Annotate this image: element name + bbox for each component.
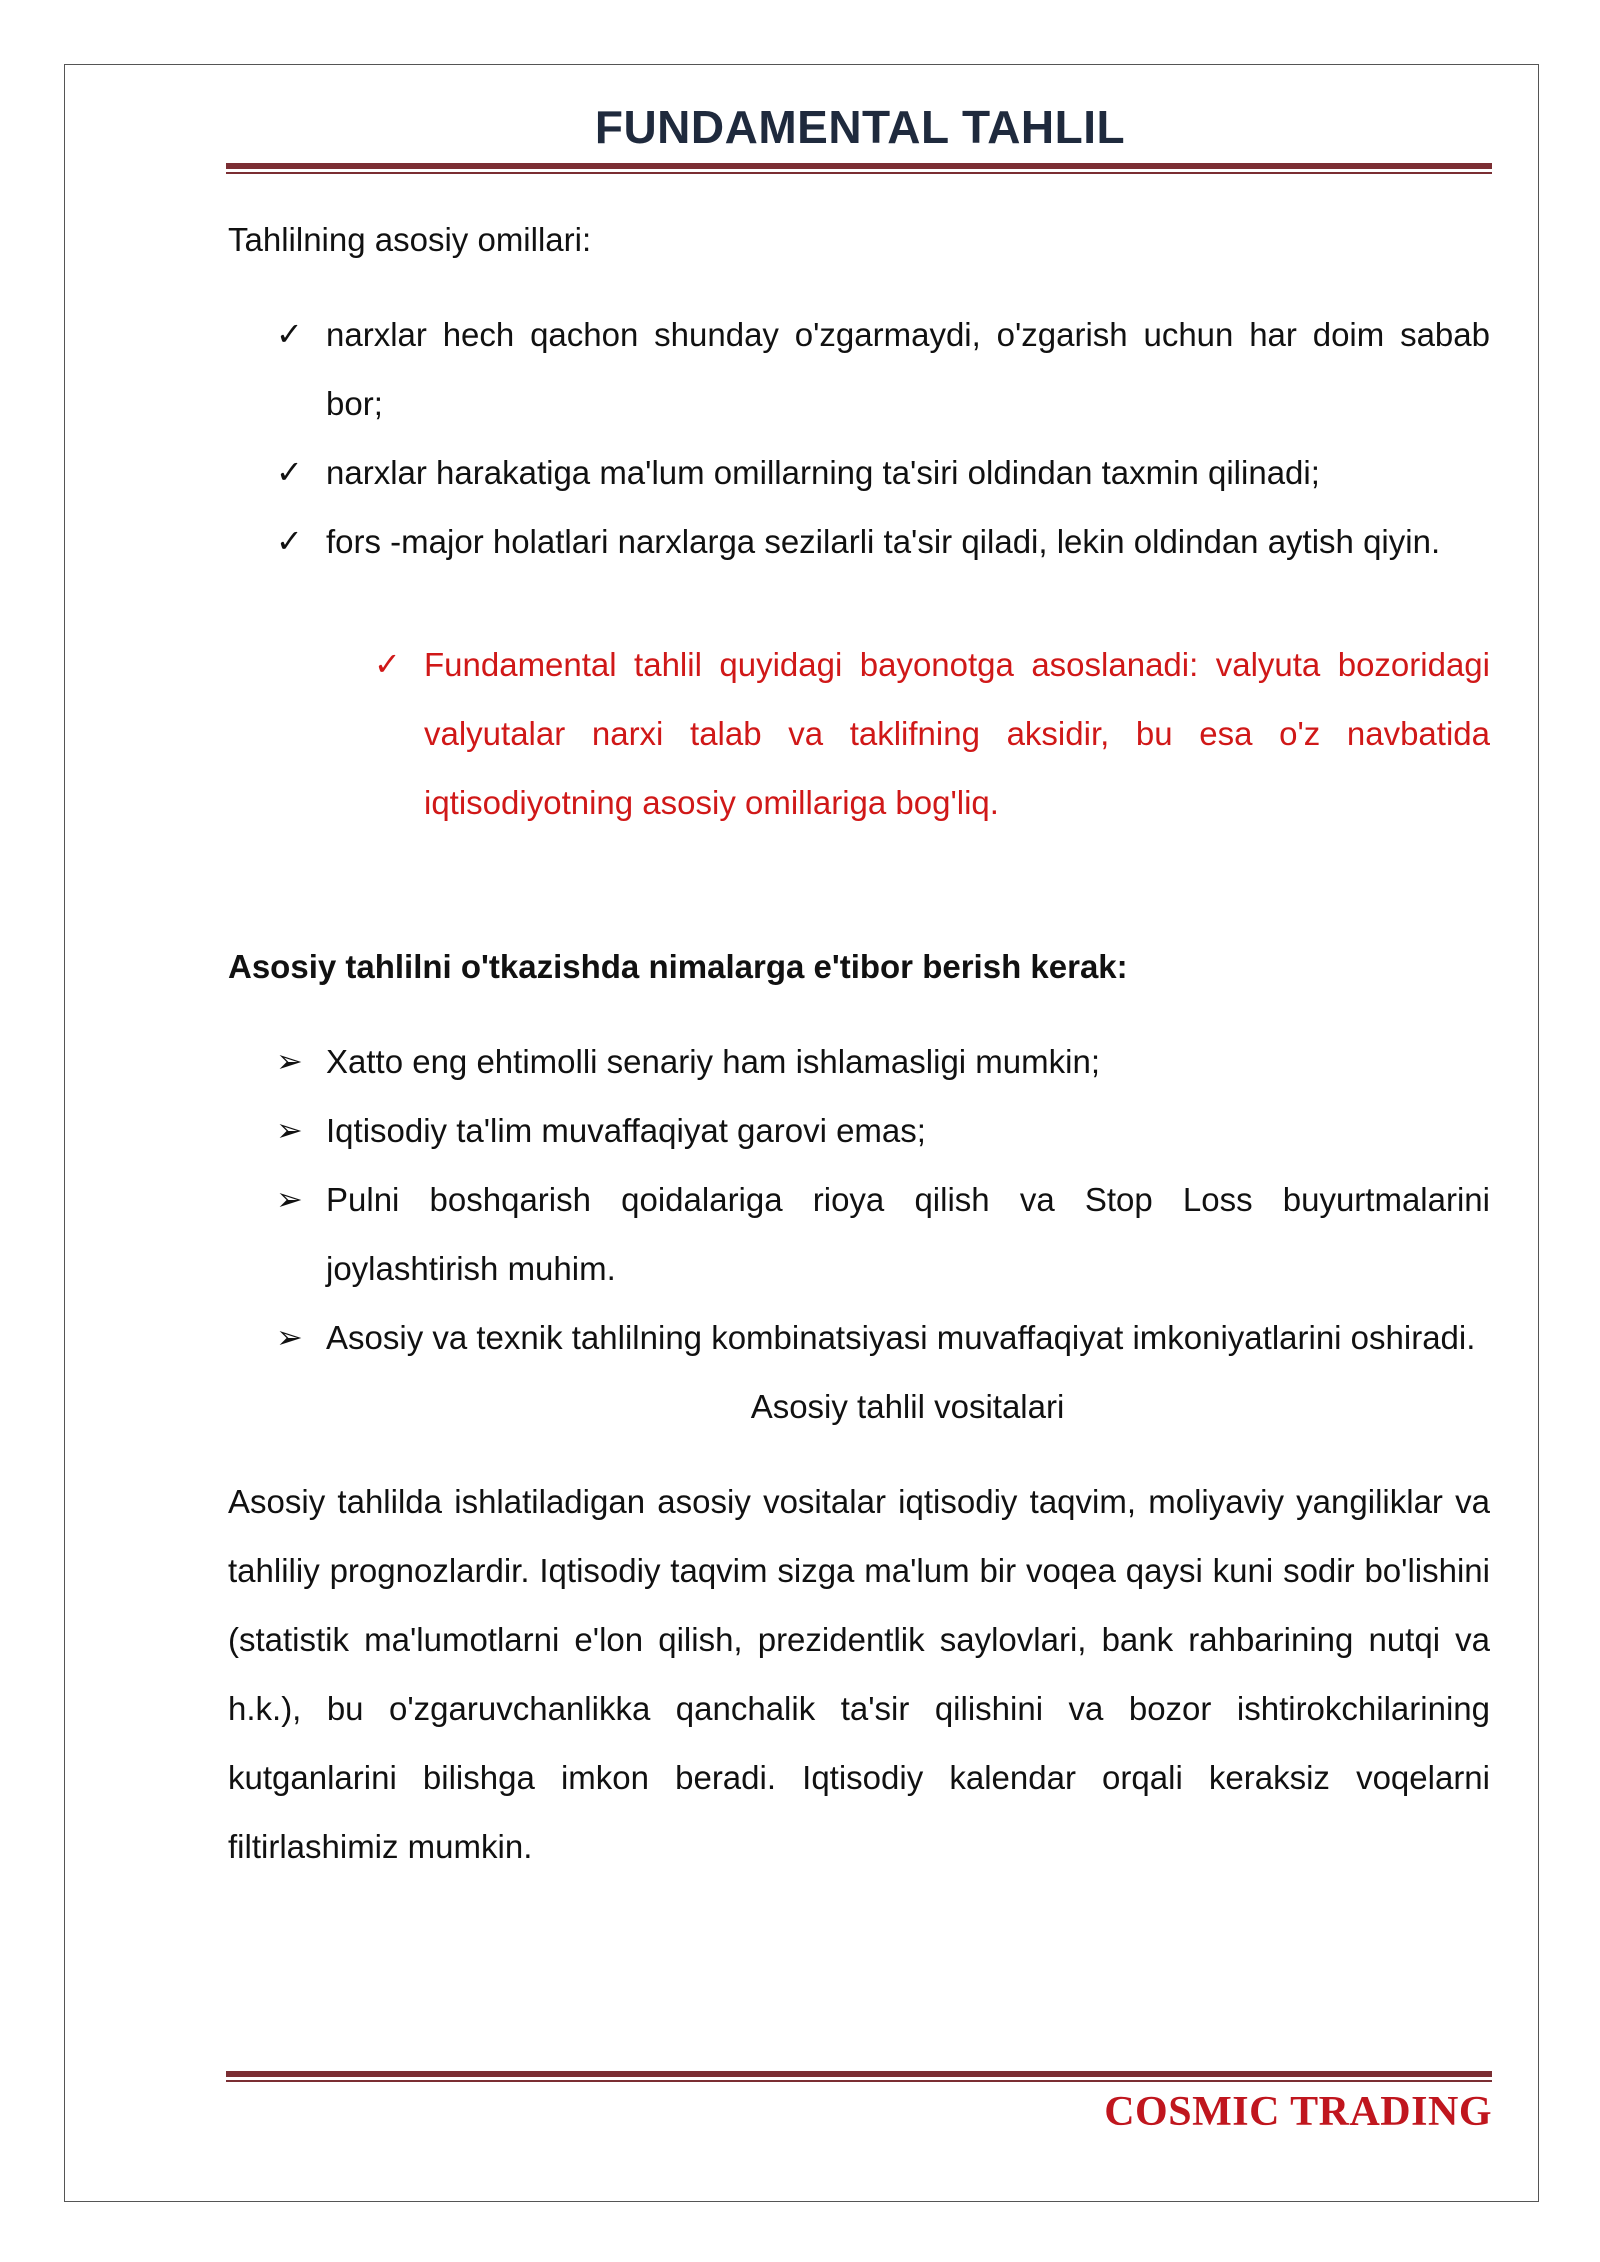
highlight-list (228, 630, 1490, 837)
considerations-list (228, 1027, 1490, 1372)
brand-name: COSMIC TRADING (1104, 2089, 1492, 2135)
list-item (228, 1165, 1490, 1303)
main-content (228, 205, 1490, 1881)
checkmark-icon: ✓ (374, 645, 401, 683)
footer-rule (226, 2071, 1492, 2082)
highlight-item (228, 630, 1490, 837)
list-item-text: narxlar hech qachon shunday o'zgarmaydi, o'zgarish uchun har doim sabab bor; (326, 316, 1490, 422)
list-item (228, 1096, 1490, 1165)
list-item (228, 438, 1490, 507)
list-item-text: fors -major holatlari narxlarga sezilarli ta'sir qiladi, lekin oldindan aytish qiyin. (326, 523, 1441, 560)
page-title: FUNDAMENTAL TAHLIL (594, 101, 1126, 153)
highlight-text: Fundamental tahlil quyidagi bayonotga asoslanadi: valyuta bozoridagi valyutalar narxi talab va taklifning aksidir, bu esa o'z navbatida iqtisodiyotning asosiy omillariga bog'liq. (424, 646, 1490, 821)
checkmark-icon: ✓ (276, 453, 303, 491)
tools-paragraph: Asosiy tahlilda ishlatiladigan asosiy vositalar iqtisodiy taqvim, moliyaviy yangiliklar va tahliliy prognozlardir. Iqtisodiy taqvim sizga ma'lum bir voqea qaysi kuni sodir bo'lishini (statistik ma'lumotlarni e'lon qilish, prezidentlik saylovlari, bank rahbarining nutqi va h.k.), bu o'zgaruvchanlikka qanchalik ta'sir qilishini va bozor ishtirokchilarining kutganlarini bilishga imkon beradi. Iqtisodiy kalendar orqali keraksiz voqelarni filtirlashimiz mumkin. (228, 1483, 1490, 1865)
arrowhead-icon: ➢ (276, 1318, 303, 1356)
list-item-text: Pulni boshqarish qoidalariga rioya qilish va Stop Loss buyurtmalarini joylashtirish muhim. (326, 1181, 1490, 1287)
list-item-text: Xatto eng ehtimolli senariy ham ishlamasligi mumkin; (326, 1043, 1100, 1080)
tools-heading: Asosiy tahlil vositalari (750, 1388, 1065, 1425)
intro-text: Tahlilning asosiy omillari: (228, 221, 592, 258)
list-item-text: Asosiy va texnik tahlilning kombinatsiyasi muvaffaqiyat imkoniyatlarini oshiradi. (326, 1319, 1476, 1356)
list-item (228, 1027, 1490, 1096)
header-rule (226, 163, 1492, 174)
checkmark-icon: ✓ (276, 315, 303, 353)
list-item-text: Iqtisodiy ta'lim muvaffaqiyat garovi emas; (326, 1112, 926, 1149)
section-heading: Asosiy tahlilni o'tkazishda nimalarga e'tibor berish kerak: (228, 948, 1128, 985)
checkmark-icon: ✓ (276, 522, 303, 560)
list-item (228, 1303, 1490, 1372)
list-item (228, 300, 1490, 438)
factors-list (228, 300, 1490, 576)
list-item-text: narxlar harakatiga ma'lum omillarning ta'siri oldindan taxmin qilinadi; (326, 454, 1320, 491)
arrowhead-icon: ➢ (276, 1042, 303, 1080)
arrowhead-icon: ➢ (276, 1111, 303, 1149)
list-item (228, 507, 1490, 576)
arrowhead-icon: ➢ (276, 1180, 303, 1218)
